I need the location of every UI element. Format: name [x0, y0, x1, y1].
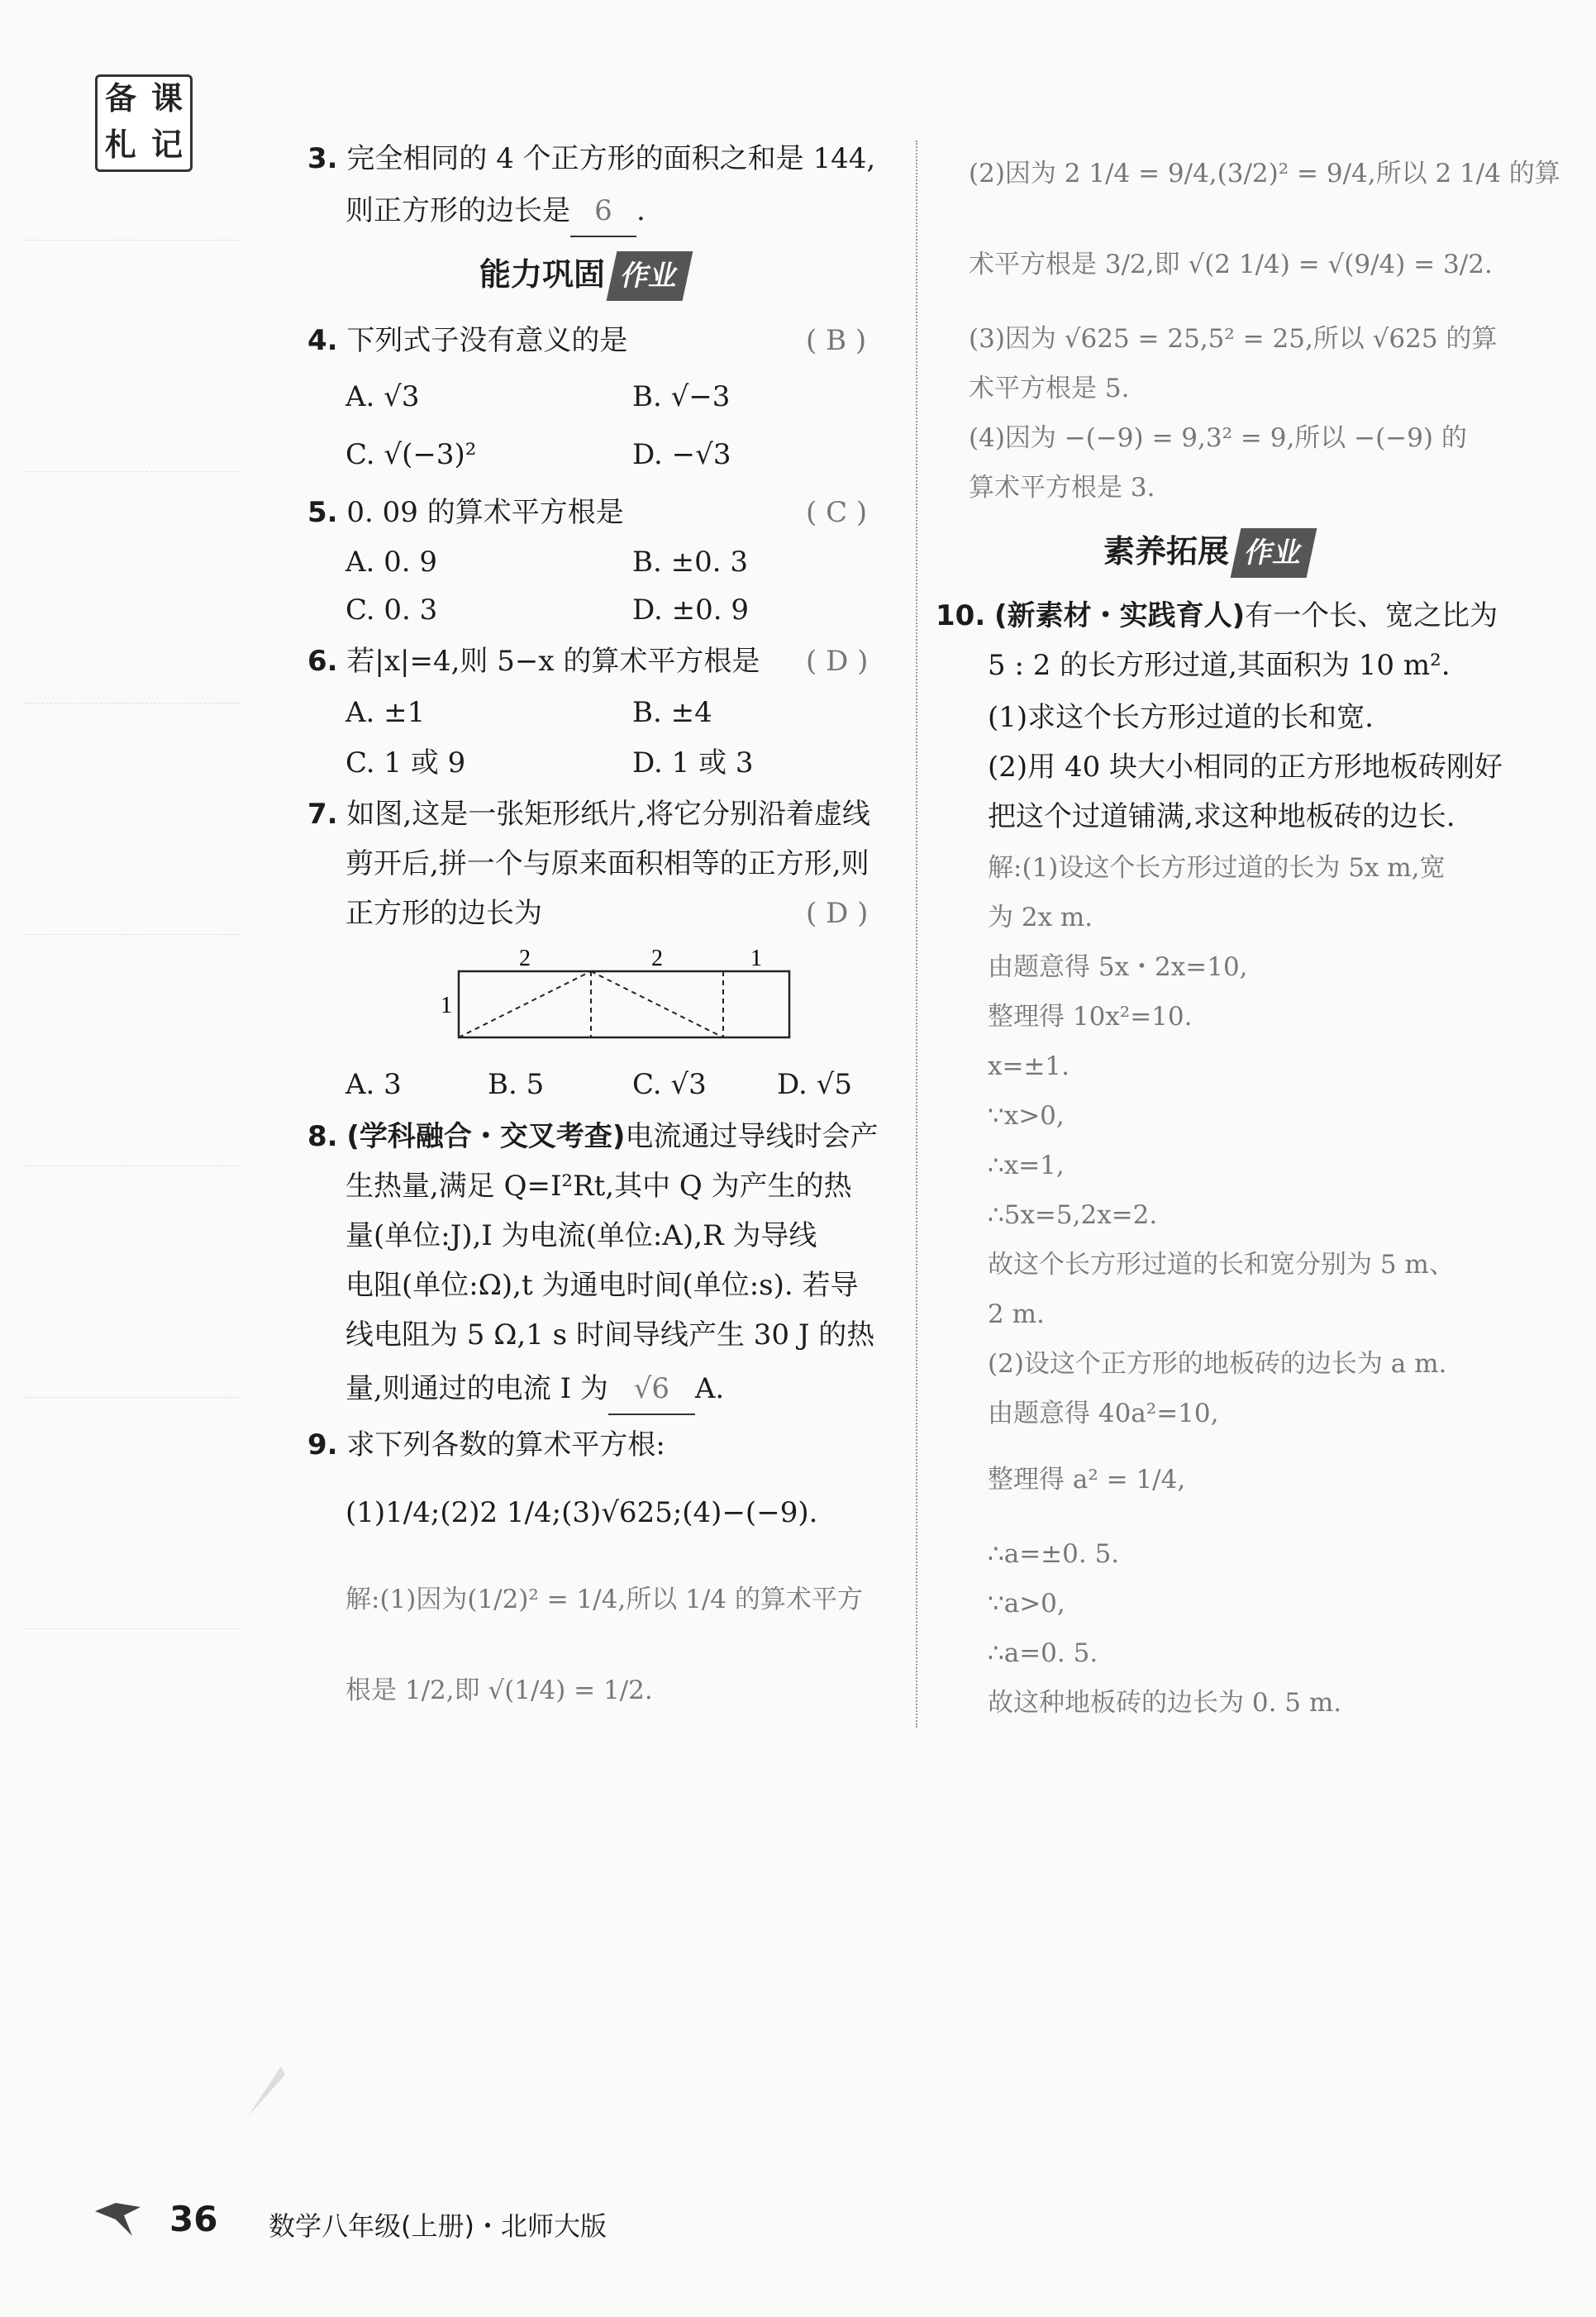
option-a: A. 3 — [345, 1068, 402, 1101]
option-b: B. ±0. 3 — [632, 546, 748, 579]
option-c: C. 1 或 9 — [345, 746, 466, 779]
solution-line: ∵a>0, — [988, 1589, 1065, 1619]
question-9: 9. 求下列各数的算术平方根: — [307, 1428, 665, 1461]
option-a: A. 0. 9 — [345, 546, 438, 579]
option-d: D. 1 或 3 — [632, 746, 754, 779]
solution-line: 术平方根是 5. — [969, 374, 1130, 403]
notes-seal — [95, 74, 193, 172]
solution-line: 根是 1/2,即 √(1/4) = 1/2. — [345, 1676, 653, 1705]
question-8-line4: 电阻(单位:Ω),t 为通电时间(单位:s). 若导 — [345, 1269, 859, 1302]
solution-line: 术平方根是 3/2,即 √(2 1/4) = √(9/4) = 3/2. — [969, 250, 1493, 279]
book-title: 数学八年级(上册)・北师大版 — [269, 2210, 607, 2242]
question-8: 8. (学科融合・交叉考查)电流通过导线时会产 — [307, 1120, 879, 1153]
solution-line: ∴a=0. 5. — [988, 1638, 1098, 1668]
answer-choice: ( D ) — [806, 645, 869, 678]
solution-line: ∴5x=5,2x=2. — [988, 1200, 1158, 1230]
question-10-line5: 把这个过道铺满,求这种地板砖的边长. — [988, 800, 1455, 833]
solution-line: 由题意得 40a²=10, — [988, 1399, 1219, 1428]
column-divider — [916, 141, 917, 1728]
length-label: 2 — [519, 946, 531, 971]
length-label: 1 — [750, 946, 762, 971]
seal-char: 课 — [150, 80, 183, 117]
answer-blank: √6 — [608, 1364, 695, 1415]
solution-line: 整理得 a² = 1/4, — [988, 1465, 1186, 1495]
question-6: 6. 若|x|=4,则 5−x 的算术平方根是 — [307, 645, 760, 678]
answer-blank: 6 — [570, 186, 636, 237]
solution-line: ∴x=1, — [988, 1151, 1065, 1180]
page-number: 36 — [169, 2199, 218, 2239]
question-7-line3: 正方形的边长为 — [345, 897, 542, 930]
section-banner-consolidate: 能力巩固 作业 — [479, 250, 688, 301]
rectangle-paper-figure — [438, 942, 810, 1050]
seal-char: 记 — [150, 126, 183, 163]
option-c: C. 0. 3 — [345, 594, 438, 627]
solution-line: 解:(1)因为(1/2)² = 1/4,所以 1/4 的算术平方 — [345, 1585, 863, 1614]
option-b: B. 5 — [488, 1068, 545, 1101]
decorative-triangle-icon — [248, 2067, 289, 2116]
solution-line: ∵x>0, — [988, 1101, 1065, 1131]
solution-line: 2 m. — [988, 1299, 1045, 1329]
question-10: 10. (新素材・实践育人)有一个长、宽之比为 — [936, 599, 1498, 632]
solution-line: (4)因为 −(−9) = 9,3² = 9,所以 −(−9) 的 — [969, 423, 1467, 453]
solution-line: x=±1. — [988, 1051, 1070, 1081]
answer-choice: ( C ) — [806, 496, 868, 529]
seal-char: 备 — [104, 80, 136, 117]
width-label: 1 — [441, 993, 452, 1018]
solution-line: 解:(1)设这个长方形过道的长为 5x m,宽 — [988, 853, 1446, 883]
seal-char: 札 — [104, 126, 136, 163]
option-b: B. ±4 — [632, 696, 712, 729]
footer-bird-icon — [91, 2195, 149, 2240]
length-label: 2 — [651, 946, 663, 971]
question-5: 5. 0. 09 的算术平方根是 — [307, 496, 624, 529]
solution-line: (2)因为 2 1/4 = 9/4,(3/2)² = 9/4,所以 2 1/4 的算 — [969, 159, 1560, 188]
question-3: 3. 完全相同的 4 个正方形的面积之和是 144, — [307, 142, 876, 175]
solution-line: 算术平方根是 3. — [969, 473, 1155, 503]
solution-line: (3)因为 √625 = 25,5² = 25,所以 √625 的算 — [969, 324, 1498, 354]
question-10-line2: 5 : 2 的长方形过道,其面积为 10 m². — [988, 649, 1451, 682]
option-d: D. √5 — [777, 1068, 852, 1101]
question-8-line2: 生热量,满足 Q=I²Rt,其中 Q 为产生的热 — [345, 1170, 852, 1203]
margin-line — [25, 240, 240, 241]
question-10-line3: (1)求这个长方形过道的长和宽. — [988, 701, 1374, 734]
cut-line — [591, 971, 723, 1037]
solution-line: 为 2x m. — [988, 903, 1093, 932]
margin-line — [25, 934, 240, 935]
option-d: D. ±0. 9 — [632, 594, 750, 627]
solution-line: (2)设这个正方形的地板砖的边长为 a m. — [988, 1349, 1447, 1379]
option-a: A. √3 — [345, 380, 420, 413]
paper-outline — [459, 971, 789, 1037]
option-b: B. √−3 — [632, 380, 731, 413]
solution-line: 整理得 10x²=10. — [988, 1002, 1193, 1032]
option-d: D. −√3 — [632, 438, 731, 471]
option-a: A. ±1 — [345, 696, 426, 729]
answer-choice: ( D ) — [806, 897, 869, 930]
solution-line: 故这种地板砖的边长为 0. 5 m. — [988, 1688, 1342, 1718]
solution-line: 由题意得 5x・2x=10, — [988, 952, 1248, 982]
margin-line — [25, 471, 240, 472]
question-3-line2: 则正方形的边长是 6 . — [345, 186, 646, 237]
margin-line — [25, 1397, 240, 1398]
question-9-items: (1)1/4;(2)2 1/4;(3)√625;(4)−(−9). — [345, 1496, 818, 1529]
question-10-line4: (2)用 40 块大小相同的正方形地板砖刚好 — [988, 751, 1503, 784]
option-c: C. √(−3)² — [345, 438, 477, 471]
cut-line — [459, 971, 591, 1037]
solution-line: 故这个长方形过道的长和宽分别为 5 m、 — [988, 1250, 1455, 1280]
question-8-line3: 量(单位:J),I 为电流(单位:A),R 为导线 — [345, 1219, 817, 1252]
question-8-line6: 量,则通过的电流 I 为 √6 A. — [345, 1364, 724, 1415]
question-4: 4. 下列式子没有意义的是 — [307, 324, 628, 357]
section-banner-extend: 素养拓展 作业 — [1103, 527, 1312, 578]
answer-choice: ( B ) — [806, 324, 867, 357]
question-8-line5: 线电阻为 5 Ω,1 s 时间导线产生 30 J 的热 — [345, 1318, 875, 1352]
solution-line: ∴a=±0. 5. — [988, 1539, 1120, 1569]
margin-line — [25, 1628, 240, 1629]
question-7-line2: 剪开后,拼一个与原来面积相等的正方形,则 — [345, 847, 869, 880]
question-7: 7. 如图,这是一张矩形纸片,将它分别沿着虚线 — [307, 798, 871, 831]
option-c: C. √3 — [632, 1068, 707, 1101]
